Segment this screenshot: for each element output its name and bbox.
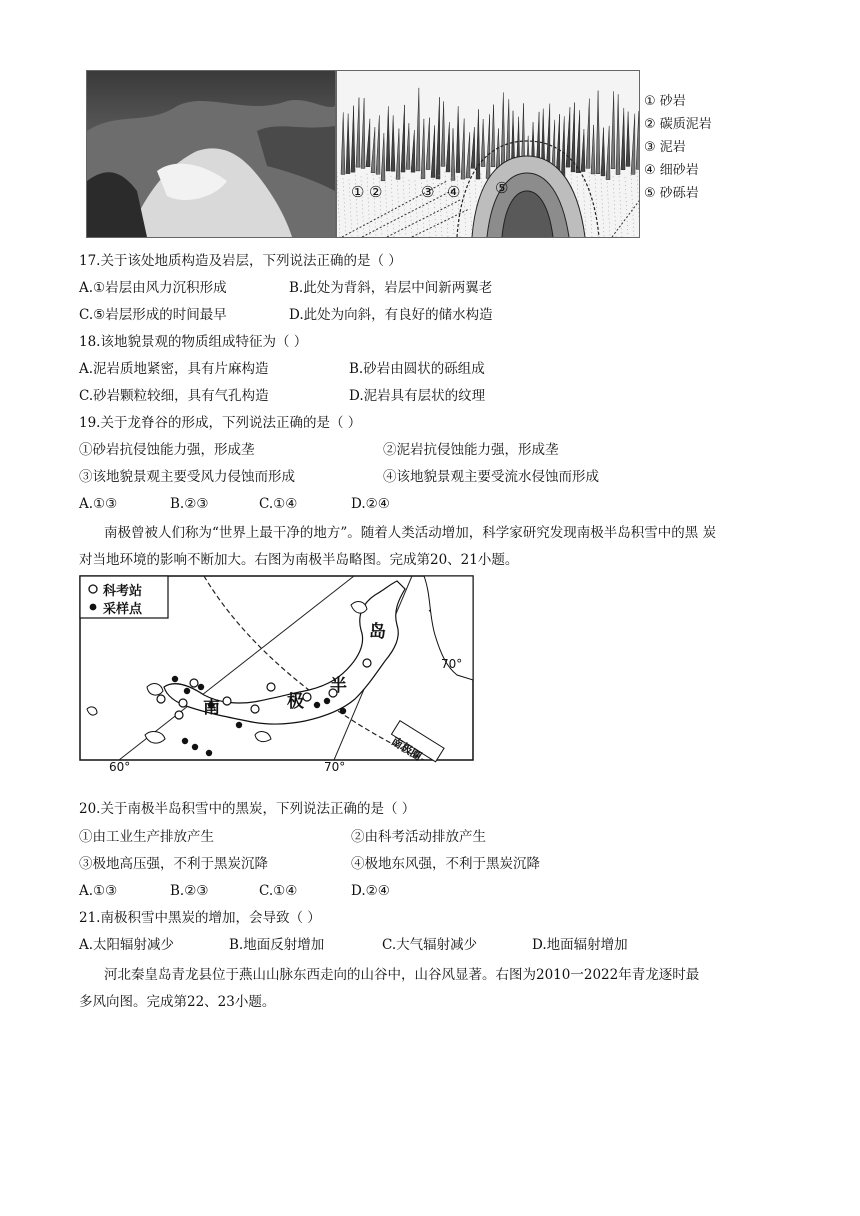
q19-option-a: A.①③ [79, 496, 118, 512]
q20-statement-4: ④极地东风强，不利于黑炭沉降 [351, 856, 540, 872]
rock-landscape-photo [86, 70, 336, 238]
intro-20-21-line-2: 对当地环境的影响不断加大。右图为南极半岛略图。完成第20、21小题。 [79, 552, 519, 568]
antarctic-peninsula-map [79, 575, 474, 775]
q17-option-c: C.⑤岩层形成的时间最早 [79, 307, 227, 323]
legend-item-3: ③ 泥岩 [644, 140, 686, 155]
strata-marker-2: ② [369, 183, 383, 201]
q19-option-b: B.②③ [170, 496, 209, 512]
q19-stem: 19.关于龙脊谷的形成，下列说法正确的是（ ） [79, 415, 362, 431]
q20-statement-2: ②由科考活动排放产生 [351, 829, 486, 845]
q21-option-b: B.地面反射增加 [229, 937, 325, 953]
q19-statement-2: ②泥岩抗侵蚀能力强，形成垄 [383, 442, 559, 458]
map-lon-label-60: 60° [109, 760, 131, 774]
q18-option-a: A.泥岩质地紧密，具有片麻构造 [79, 361, 269, 377]
q17-option-b: B.此处为背斜，岩层中间新两翼老 [289, 280, 493, 296]
q18-option-b: B.砂岩由圆状的砾组成 [349, 361, 485, 377]
map-label-dao: 岛 [369, 622, 386, 642]
q19-statement-3: ③该地貌景观主要受风力侵蚀而形成 [79, 469, 295, 485]
q17-stem: 17.关于该处地质构造及岩层，下列说法正确的是（ ） [79, 253, 402, 269]
photo-graphic [87, 71, 335, 237]
map-label-ban: 半 [330, 676, 347, 696]
q18-option-c: C.砂岩颗粒较细，具有气孔构造 [79, 388, 269, 404]
q17-option-a: A.①岩层由风力沉积形成 [79, 280, 227, 296]
strata-marker-5: ⑤ [495, 179, 509, 197]
q20-option-b: B.②③ [170, 883, 209, 899]
q19-statement-1: ①砂岩抗侵蚀能力强，形成垄 [79, 442, 255, 458]
strata-marker-3: ③ [421, 183, 435, 201]
q17-option-d: D.此处为向斜，有良好的储水构造 [289, 307, 493, 323]
q21-stem: 21.南极积雪中黑炭的增加，会导致（ ） [79, 910, 321, 926]
legend-item-4: ④ 细砂岩 [644, 163, 699, 178]
q21-option-d: D.地面辐射增加 [532, 937, 628, 953]
legend-item-5: ⑤ 砂砾岩 [644, 186, 699, 201]
map-lon-label-70: 70° [324, 760, 346, 774]
map-legend-sample: 采样点 [103, 602, 143, 617]
intro-22-23-line-1: 河北秦皇岛青龙县位于燕山山脉东西走向的山谷中，山谷风显著。右图为2010一2022年青龙逐时最 [104, 967, 700, 983]
map-label-ji: 极 [287, 692, 304, 712]
map-antarctic-circle-label: 南极圈 [389, 734, 424, 764]
q19-option-d: D.②④ [351, 496, 390, 512]
q20-option-c: C.①④ [259, 883, 298, 899]
intro-20-21-line-1: 南极曾被人们称为“世界上最干净的地方”。随着人类活动增加，科学家研究发现南极半岛积雪中的黑 炭 [104, 525, 717, 541]
map-lat-label-70: 70° [441, 657, 463, 671]
q18-stem: 18.该地貌景观的物质组成特征为（ ） [79, 334, 308, 350]
q19-option-c: C.①④ [259, 496, 298, 512]
q18-option-d: D.泥岩具有层状的纹理 [349, 388, 486, 404]
intro-22-23-line-2: 多风向图。完成第22、23小题。 [79, 994, 276, 1010]
q19-statement-4: ④该地貌景观主要受流水侵蚀而形成 [383, 469, 599, 485]
q20-stem: 20.关于南极半岛积雪中的黑炭，下列说法正确的是（ ） [79, 801, 416, 817]
q20-statement-1: ①由工业生产排放产生 [79, 829, 214, 845]
q21-option-a: A.太阳辐射减少 [79, 937, 175, 953]
strata-marker-1: ① [351, 183, 365, 201]
legend-item-2: ② 碳质泥岩 [644, 117, 712, 132]
map-legend-station: 科考站 [103, 584, 143, 599]
q21-option-c: C.大气辐射减少 [382, 937, 478, 953]
map-label-nan: 南 [203, 698, 220, 718]
strata-marker-4: ④ [447, 183, 461, 201]
q20-option-a: A.①③ [79, 883, 118, 899]
strata-graphic [337, 71, 639, 237]
q20-statement-3: ③极地高压强，不利于黑炭沉降 [79, 856, 268, 872]
legend-item-1: ① 砂岩 [644, 94, 686, 109]
q20-option-d: D.②④ [351, 883, 390, 899]
strata-cross-section-diagram [336, 70, 640, 238]
